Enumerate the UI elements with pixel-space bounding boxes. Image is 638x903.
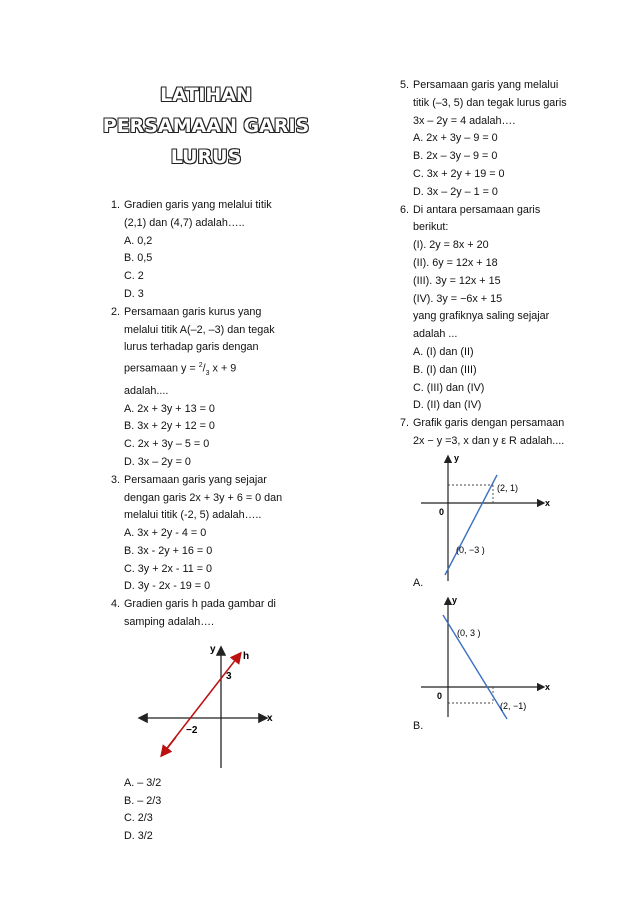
- option-d: D. 3y - 2x - 19 = 0: [124, 580, 211, 593]
- x-axis-label: x: [545, 681, 551, 692]
- option-a: A.: [413, 576, 424, 589]
- question-text: Di antara persamaan garis: [413, 203, 541, 216]
- title-line-3: LURUS: [170, 146, 242, 168]
- question-text: Grafik garis dengan persamaan: [413, 417, 565, 430]
- question-text: 2x − y =3, x dan y ε R adalah....: [413, 434, 565, 447]
- question-text: titik (–3, 5) dan tegak lurus garis: [413, 96, 567, 109]
- question-number: 4.: [110, 598, 120, 611]
- question-text: melalui titik A(–2, –3) dan tegak: [124, 323, 275, 336]
- y-intercept-label: 3: [226, 670, 232, 682]
- option-d: D. 3x – 2y = 0: [124, 455, 191, 468]
- option-d: D. 3x – 2y – 1 = 0: [413, 185, 498, 198]
- point-label: (2, −1): [500, 700, 527, 711]
- option-c: C. 2x + 3y – 5 = 0: [124, 438, 210, 451]
- question-text: Gradien garis yang melalui titik: [124, 199, 272, 211]
- origin-label: 0: [439, 506, 445, 517]
- question-5: [385, 77, 615, 202]
- option-a: A. 2x + 3y + 13 = 0: [124, 402, 215, 415]
- question-3: [96, 472, 326, 597]
- title-line-2: PERSAMAAN GARIS: [102, 115, 310, 137]
- question-text: Gradien garis h pada gambar di: [124, 598, 276, 611]
- y-axis-label: y: [454, 452, 460, 463]
- equation-i: (I). 2y = 8x + 20: [413, 239, 489, 252]
- line-h-tail: [162, 737, 176, 755]
- fraction-numerator: 2: [198, 362, 203, 370]
- point-label: (0, 3 ): [457, 627, 481, 638]
- option-b: B.: [413, 719, 424, 732]
- option-c: C. 2: [124, 270, 144, 283]
- left-column: [96, 197, 326, 846]
- option-a: A. – 3/2: [124, 776, 162, 789]
- option-c: C. 3y + 2x - 11 = 0: [124, 562, 213, 575]
- question-number: 1.: [110, 199, 120, 211]
- page-title: [96, 80, 316, 173]
- x-axis-label: x: [267, 712, 273, 724]
- question-text-fraction-line: persamaan $y = ^2/_3$ x + 9: [124, 362, 237, 377]
- question-2: [96, 304, 326, 472]
- option-b: B. 2x – 3y – 9 = 0: [413, 150, 498, 163]
- option-c: C. 2/3: [124, 812, 153, 825]
- option-b: B. 3x + 2y + 12 = 0: [124, 420, 215, 433]
- option-c: C. (III) dan (IV): [413, 381, 485, 394]
- x-intercept-label: −2: [186, 724, 198, 736]
- point-label: (2, 1): [497, 482, 519, 493]
- option-d: D. 3/2: [124, 830, 153, 843]
- question-text: 3x – 2y = 4 adalah….: [413, 114, 516, 127]
- point-label: (0, −3 ): [456, 544, 485, 555]
- line-label-h: h: [243, 650, 250, 662]
- option-a: A. 0,2: [124, 234, 153, 247]
- origin-label: 0: [437, 690, 443, 701]
- question-text: adalah....: [124, 384, 169, 397]
- question-number: 5.: [399, 79, 409, 91]
- graph-line-h: [116, 640, 316, 773]
- question-text: (2,1) dan (4,7) adalah…..: [124, 216, 245, 229]
- question-text: berikut:: [413, 221, 449, 234]
- question-number: 3.: [110, 473, 120, 486]
- question-text: adalah ...: [413, 328, 458, 341]
- title-line-1: LATIHAN: [160, 84, 252, 106]
- equation-ii: (II). 6y = 12x + 18: [413, 256, 498, 269]
- question-text: Persamaan garis kurus yang: [124, 305, 262, 318]
- question-text: dengan garis 2x + 3y + 6 = 0 dan: [124, 491, 283, 504]
- question-number: 6.: [399, 203, 409, 216]
- question-text: x + 9: [209, 362, 237, 375]
- graph-option-a: [421, 451, 551, 583]
- question-text: samping adalah….: [124, 616, 215, 629]
- option-b: B. 3x - 2y + 16 = 0: [124, 544, 213, 557]
- question-text: lurus terhadap garis dengan: [124, 341, 259, 354]
- y-axis-label: y: [452, 594, 458, 605]
- graph-option-b: [421, 595, 551, 720]
- option-d: D. 3: [124, 287, 144, 300]
- option-d: D. (II) dan (IV): [413, 399, 482, 412]
- question-number: 2.: [110, 305, 120, 318]
- question-text: persamaan y =: [124, 362, 199, 375]
- right-column: [385, 77, 615, 735]
- question-4: [96, 596, 326, 846]
- option-b: B. – 2/3: [124, 794, 162, 807]
- option-a: A. 3x + 2y - 4 = 0: [124, 527, 207, 540]
- option-a: A. (I) dan (II): [413, 345, 474, 358]
- option-a: A. 2x + 3y – 9 = 0: [413, 132, 498, 145]
- option-b: B. 0,5: [124, 252, 153, 265]
- question-text: Persamaan garis yang sejajar: [124, 473, 267, 486]
- option-c: C. 3x + 2y + 19 = 0: [413, 167, 505, 180]
- question-text: melalui titik (-2, 5) adalah…..: [124, 509, 262, 522]
- equation-iii: (III). 3y = 12x + 15: [413, 274, 501, 287]
- question-text: Persamaan garis yang melalui: [413, 79, 559, 91]
- question-6: [385, 202, 615, 416]
- x-axis-label: x: [545, 497, 551, 508]
- graph-line: [445, 475, 497, 575]
- fraction-denominator: 3: [205, 369, 210, 377]
- y-axis-label: y: [210, 643, 216, 655]
- question-1: [96, 197, 326, 304]
- question-7: [385, 415, 615, 735]
- equation-iv: (IV). 3y = −6x + 15: [413, 292, 503, 305]
- option-b: B. (I) dan (III): [413, 363, 477, 376]
- question-text: yang grafiknya saling sejajar: [413, 310, 550, 323]
- question-number: 7.: [399, 417, 409, 430]
